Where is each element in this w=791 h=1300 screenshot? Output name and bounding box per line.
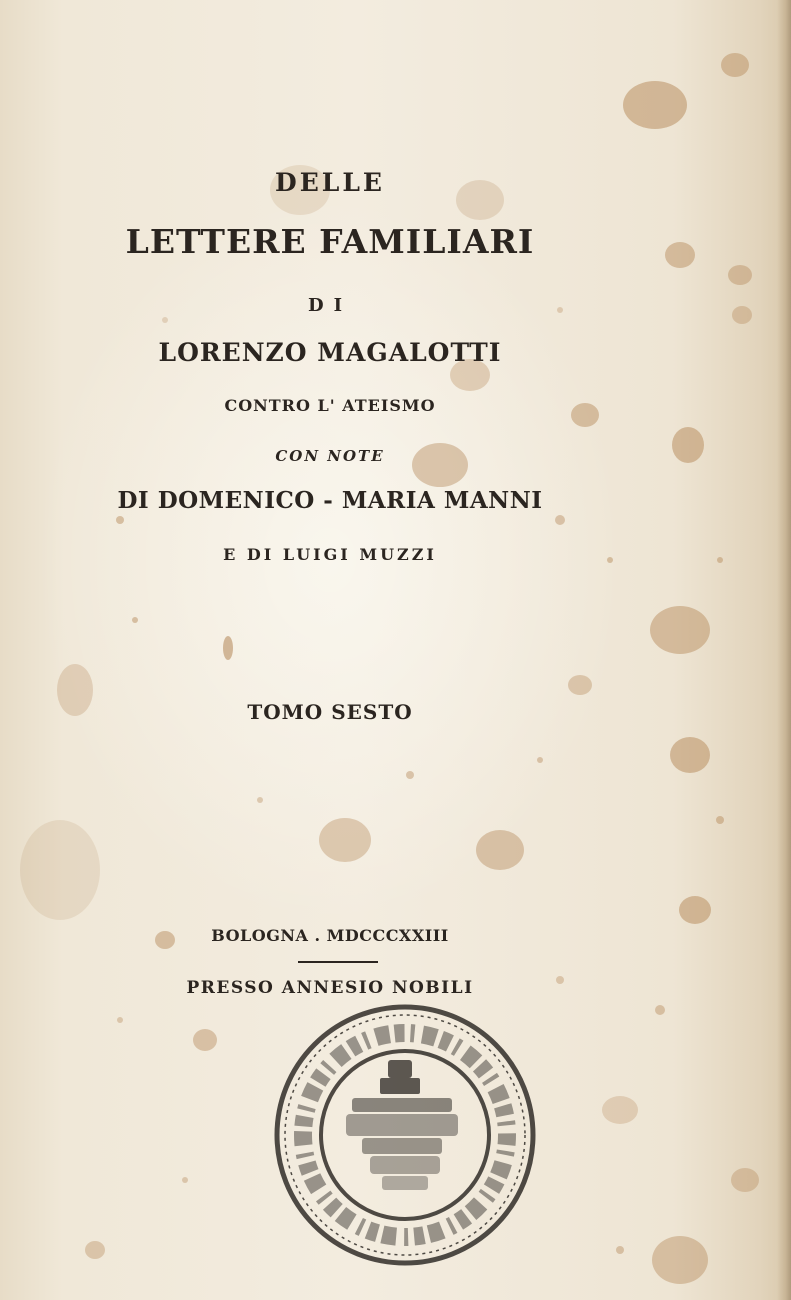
title-line-di: DI <box>307 295 353 316</box>
library-seal-icon <box>270 1000 540 1270</box>
imprint-rule <box>298 961 378 963</box>
page-edge <box>777 0 791 1300</box>
author-name: LORENZO MAGALOTTI <box>158 338 502 367</box>
editor-manni: DI DOMENICO - MARIA MANNI <box>117 487 543 514</box>
title-line-delle: DELLE <box>275 168 385 197</box>
notes-label: CON NOTE <box>275 447 385 465</box>
editor-muzzi: E DI LUIGI MUZZI <box>223 545 437 564</box>
imprint-publisher: PRESSO ANNESIO NOBILI <box>186 978 474 998</box>
imprint-place-date: BOLOGNA . MDCCCXXIII <box>211 926 449 945</box>
subtitle-contro-ateismo: CONTRO L' ATEISMO <box>224 396 436 415</box>
title-line-lettere-familiari: LETTERE FAMILIARI <box>125 222 535 261</box>
volume-label: TOMO SESTO <box>247 700 413 724</box>
